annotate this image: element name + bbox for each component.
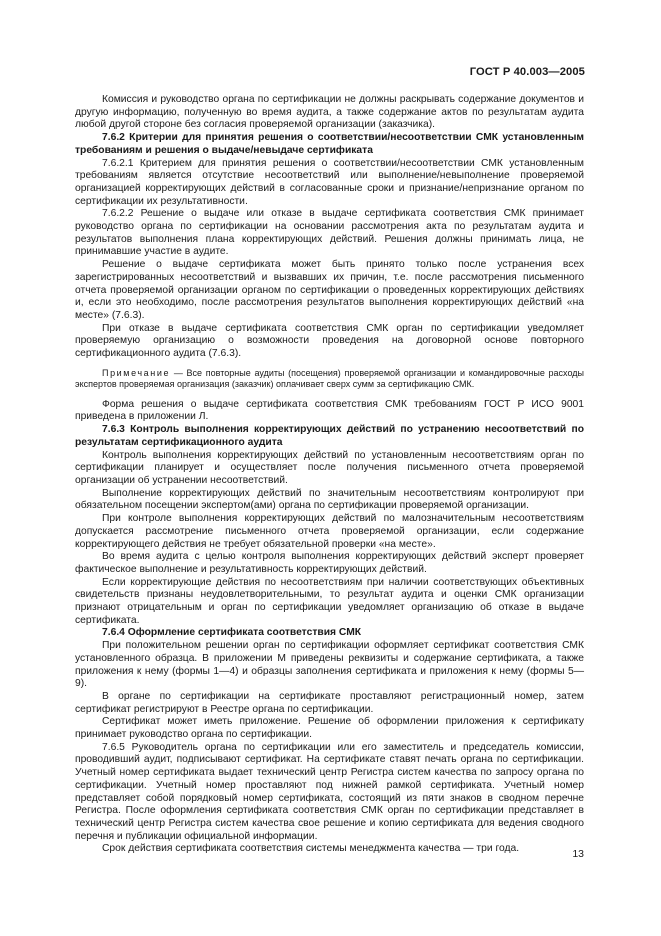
body-paragraph: Срок действия сертификата соответствия системы менеджмента качества — три года.: [102, 843, 520, 855]
body-paragraph: 7.6.2.1 Критерием для принятия решения о соответствии/несоответствии СМК установленным требованиям является отсутствие несоответствий или выполнение/невыполнение проверяемой организацией корректирующих действий в согласованные сроки и признание/непризнание органом по сертификации их результативности.: [75, 157, 584, 207]
body-paragraph: Выполнение корректирующих действий по значительным несоответствиям контролируют при обязательном посещении экспертом(ами) органа по сертификации проверяемой организации.: [75, 487, 584, 512]
body-paragraph: При отказе в выдаче сертификата соответствия СМК орган по сертификации уведомляет проверяемую организацию о возможности проведения на договорной основе повторного сертификационного аудита (7.6.3).: [75, 322, 584, 360]
body-paragraph: При контроле выполнения корректирующих действий по малозначительным несоответствиям допускается рассмотрение письменного отчета проверяемой организации, если содержание корректирующего действия не требует обязательной проверки «на месте».: [75, 513, 584, 550]
section-heading: 7.6.3 Контроль выполнения корректирующих действий по устранению несоответствий по результатам сертификационного аудита: [75, 424, 584, 448]
section-heading: 7.6.2 Критерии для принятия решения о соответствии/несоответствии СМК установленным требованиям и решения о выдаче/невыдаче сертификата: [75, 132, 584, 156]
body-paragraph: Во время аудита с целью контроля выполнения корректирующих действий эксперт проверяет фактическое выполнение и результативность корректирующих действий.: [75, 551, 584, 575]
body-paragraph: Форма решения о выдаче сертификата соответствия СМК требованиям ГОСТ Р ИСО 9001 приведена в приложении Л.: [75, 398, 584, 423]
body-paragraph: Если корректирующие действия по несоответствиям при наличии соответствующих объективных свидетельств признаны неудовлетворительными, то результат аудита и оценки СМК организации признают отрицательным и орган по сертификации уведомляет организацию об отказе в выдаче сертификата.: [75, 576, 584, 626]
section-heading: 7.6.4 Оформление сертификата соответствия СМК: [102, 627, 362, 639]
body-paragraph: При положительном решении орган по сертификации оформляет сертификат соответствия СМК установленного образца. В приложении М приведены реквизиты и содержание сертификата, а также приложения к нему (формы 1—4) и образцы заполнения сертификата и приложения к нему (формы 5—9).: [75, 640, 584, 690]
note-text: — Все повторные аудиты (посещения) проверяемой организации и командировочные расходы экспертов проверяемая организация (заказчик) оплачивает сверх сумм за сертификацию СМК.: [75, 367, 584, 390]
body-paragraph: Контроль выполнения корректирующих действий по установленным несоответствиям орган по сертификации планирует и осуществляет после получения письменного отчета проверяемой организации об устранении несоответствий.: [75, 449, 584, 486]
document-body: [75, 94, 584, 856]
page-number: 13: [572, 848, 584, 860]
body-paragraph: Сертификат может иметь приложение. Решение об оформлении приложения к сертификату принимает руководство органа по сертификации.: [75, 716, 584, 741]
body-paragraph: В органе по сертификации на сертификате проставляют регистрационный номер, затем сертификат регистрируют в Реестре органа по сертификации.: [75, 690, 584, 715]
note-label: Примечание: [102, 367, 171, 378]
body-paragraph: Комиссия и руководство органа по сертификации не должны раскрывать содержание документов и другую информацию, полученную во время аудита, а также содержание актов по результатам аудита любой другой стороне без согласия проверяемой организации (заказчика).: [75, 94, 584, 131]
body-paragraph: 7.6.5 Руководитель органа по сертификации или его заместитель и председатель комиссии, проводивший аудит, подписывают сертификат. На сертификате ставят печать органа по сертификации. Учетный номер сертификата выдает технический центр Регистра систем качества по запросу органа по сертификации. Учетный номер проставляют под нижней рамкой сертификата. Учетный номер представляет собой порядковый номер сертификата, состоящий из пяти знаков в сводном перечне Регистра. После оформления сертификата соответствия СМК орган по сертификации представляет в технический центр Регистра систем качества свое решение и копию сертификата для ведения сводного перечня и публикации официальной информации.: [75, 741, 584, 842]
document-code-header: ГОСТ Р 40.003—2005: [469, 66, 585, 78]
note-paragraph: [75, 368, 584, 391]
body-paragraph: 7.6.2.2 Решение о выдаче или отказе в выдаче сертификата соответствия СМК принимает руководство органа по сертификации на основании рассмотрения акта по результатам аудита и результатов выполнения плана корректирующих действий. Решения должны принимать лица, не принимавшие участие в аудите.: [75, 208, 584, 258]
body-paragraph: Решение о выдаче сертификата может быть принято только после устранения всех зарегистрированных несоответствий и вызвавших их причин, т.е. после рассмотрения письменного отчета проверяемой организации органом по сертификации о проведенных корректирующих действиях и, если это необходимо, после рассмотрения результатов выполнения корректирующих действий «на месте» (7.6.3).: [75, 259, 584, 321]
